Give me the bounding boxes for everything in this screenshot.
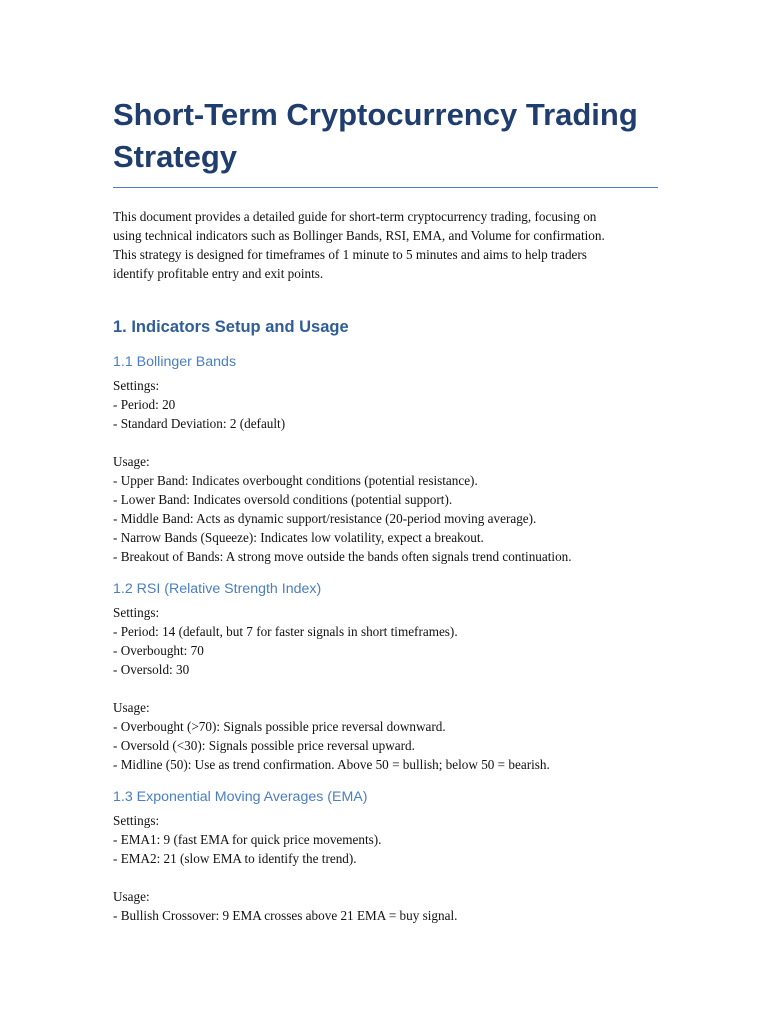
intro-line: This document provides a detailed guide for short-term cryptocurrency trading, focusing on <box>113 209 597 224</box>
subsection-heading-rsi: 1.2 RSI (Relative Strength Index) <box>113 581 322 597</box>
usage-label: Usage: <box>113 700 150 715</box>
settings-label: Settings: <box>113 378 160 393</box>
intro-line: identify profitable entry and exit points. <box>113 266 324 281</box>
list-item: - Lower Band: Indicates oversold conditions (potential support). <box>113 492 453 507</box>
list-item: - EMA2: 21 (slow EMA to identify the trend). <box>113 851 357 866</box>
list-item: - Oversold (<30): Signals possible price reversal upward. <box>113 738 415 753</box>
usage-label: Usage: <box>113 889 150 904</box>
document-title <box>113 94 658 188</box>
document-title-line: Strategy <box>113 139 238 174</box>
intro-line: using technical indicators such as Bollinger Bands, RSI, EMA, and Volume for confirmation. <box>113 228 605 243</box>
intro-paragraph <box>113 207 658 283</box>
list-item: - Period: 20 <box>113 397 176 412</box>
settings-label: Settings: <box>113 605 160 620</box>
list-item: - Middle Band: Acts as dynamic support/resistance (20-period moving average). <box>113 511 537 526</box>
list-item: - Breakout of Bands: A strong move outside the bands often signals trend continuation. <box>113 549 572 564</box>
rsi-content <box>113 603 658 774</box>
list-item: - Period: 14 (default, but 7 for faster signals in short timeframes). <box>113 624 458 639</box>
paragraph-gap <box>113 679 658 698</box>
list-item: - Midline (50): Use as trend confirmation. Above 50 = bullish; below 50 = bearish. <box>113 757 550 772</box>
list-item: - Overbought: 70 <box>113 643 204 658</box>
ema-content <box>113 811 658 925</box>
paragraph-gap <box>113 868 658 887</box>
list-item: - Overbought (>70): Signals possible price reversal downward. <box>113 719 446 734</box>
settings-label: Settings: <box>113 813 160 828</box>
list-item: - EMA1: 9 (fast EMA for quick price movements). <box>113 832 382 847</box>
usage-label: Usage: <box>113 454 150 469</box>
list-item: - Standard Deviation: 2 (default) <box>113 416 286 431</box>
list-item: - Narrow Bands (Squeeze): Indicates low volatility, expect a breakout. <box>113 530 484 545</box>
subsection-heading-ema: 1.3 Exponential Moving Averages (EMA) <box>113 789 368 805</box>
bollinger-content <box>113 376 658 566</box>
paragraph-gap <box>113 433 658 452</box>
document-body <box>113 94 658 925</box>
list-item: - Bullish Crossover: 9 EMA crosses above 21 EMA = buy signal. <box>113 908 458 923</box>
list-item: - Oversold: 30 <box>113 662 190 677</box>
list-item: - Upper Band: Indicates overbought conditions (potential resistance). <box>113 473 478 488</box>
document-title-line: Short-Term Cryptocurrency Trading <box>113 97 638 132</box>
intro-line: This strategy is designed for timeframes of 1 minute to 5 minutes and aims to help traders <box>113 247 587 262</box>
subsection-heading-bollinger: 1.1 Bollinger Bands <box>113 354 237 370</box>
section-heading-indicators: 1. Indicators Setup and Usage <box>113 318 349 336</box>
